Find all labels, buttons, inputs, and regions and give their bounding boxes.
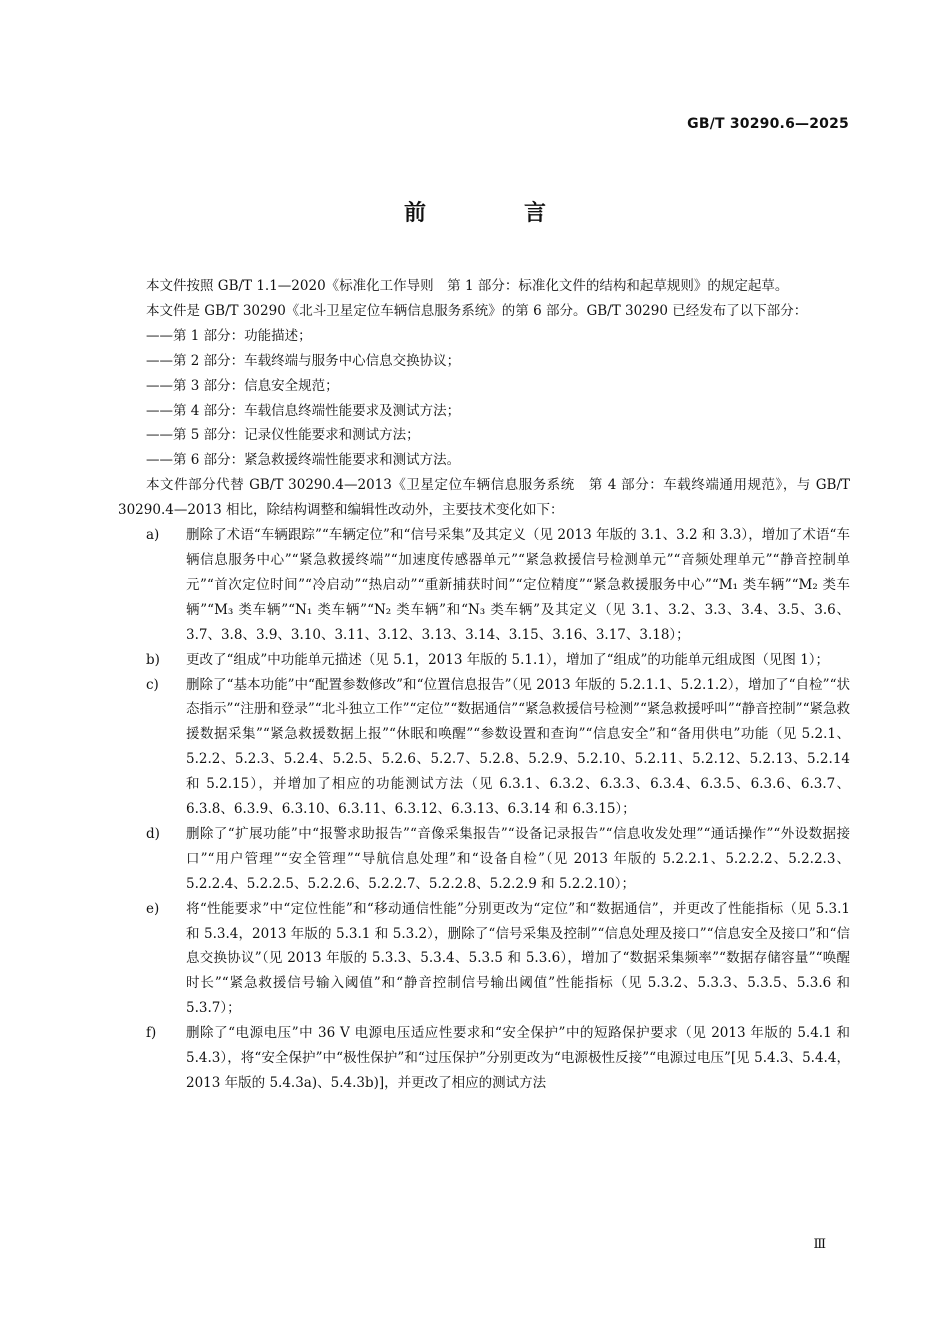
change-text: 删除了“电源电压”中 36 V 电源电压适应性要求和“安全保护”中的短路保护要求（见 2013 年版的 5.4.1 和 5.4.3），将“安全保护”中“极性保护”和“过压保护”分别更改为“电源极性反接”“电源过电压”[见 5.4.3、5.4.4，2013 年版的 5.4.3a)、5.4.3b)]，并更改了相应的测试方法	[186, 1025, 850, 1091]
part-list-item: ——第 5 部分：记录仪性能要求和测试方法；	[146, 427, 420, 444]
standard-code: GB/T 30290.6—2025	[687, 116, 849, 132]
part-list-item: ——第 6 部分：紧急救援终端性能要求和测试方法。	[146, 452, 461, 469]
change-text: 删除了“扩展功能”中“报警求助报告”“音像采集报告”“设备记录报告”“信息收发处理”“通话操作”“外设数据接口”“用户管理”“安全管理”“导航信息处理”和“设备自检”（见 2013 年版的 5.2.2.1、5.2.2.2、5.2.2.3、5.2.2.4、5.2.2.5、5.2.2.6、5.2.2.7、5.2.2.8、5.2.2.9 和 5.2.2.10）；	[186, 825, 850, 892]
paragraph-replacement: 本文件部分代替 GB/T 30290.4—2013《卫星定位车辆信息服务系统 第 4 部分：车载终端通用规范》，与 GB/T 30290.4—2013 相比，除结构调整和编辑性改动外，主要技术变化如下：	[118, 477, 850, 519]
change-item	[118, 523, 850, 648]
change-text: 将“性能要求”中“定位性能”和“移动通信性能”分别更改为“定位”和“数据通信”，并更改了性能指标（见 5.3.1 和 5.3.4，2013 年版的 5.3.1 和 5.3.2），删除了“信号采集及控制”“信息处理及接口”“信息安全及接口”和“信息交换协议”（见 2013 年版的 5.3.3、5.3.4、5.3.5 和 5.3.6），增加了“数据采集频率”“数据存储容量”“唤醒时长”“紧急救援信号输入阈值”和“静音控制信号输出阈值”性能指标（见 5.3.2、5.3.3、5.3.5、5.3.6 和 5.3.7）；	[186, 900, 850, 1017]
change-label: b)	[146, 651, 160, 668]
page-title: 前 言	[403, 201, 584, 226]
change-label: f)	[146, 1025, 157, 1042]
paragraph-series-intro: 本文件是 GB/T 30290《北斗卫星定位车辆信息服务系统》的第 6 部分。GB/T 30290 已经发布了以下部分：	[146, 302, 808, 319]
change-item	[118, 897, 850, 1022]
change-label: c)	[146, 676, 159, 693]
change-item	[118, 648, 850, 673]
part-list-item: ——第 2 部分：车载终端与服务中心信息交换协议；	[146, 352, 461, 369]
document-body	[118, 274, 850, 1096]
change-item	[118, 673, 850, 822]
change-item	[118, 1021, 850, 1096]
part-list-item: ——第 3 部分：信息安全规范；	[146, 377, 339, 394]
change-label: d)	[146, 825, 160, 842]
paragraph-drafting-rules: 本文件按照 GB/T 1.1—2020《标准化工作导则 第 1 部分：标准化文件的结构和起草规则》的规定起草。	[146, 278, 789, 294]
change-text: 删除了术语“车辆跟踪”“车辆定位”和“信号采集”及其定义（见 2013 年版的 3.1、3.2 和 3.3），增加了术语“车辆信息服务中心”“紧急救援终端”“加速度传感器单元”“紧急救援信号检测单元”“音频处理单元”“静音控制单元”“首次定位时间”“冷启动”“热启动”“重新捕获时间”“定位精度”“紧急救援服务中心”“M₁ 类车辆”“M₂ 类车辆”“M₃ 类车辆”“N₁ 类车辆”“N₂ 类车辆”和“N₃ 类车辆”及其定义（见 3.1、3.2、3.3、3.4、3.5、3.6、3.7、3.8、3.9、3.10、3.11、3.12、3.13、3.14、3.15、3.16、3.17、3.18）；	[186, 527, 850, 643]
change-label: e)	[146, 900, 160, 917]
change-text: 更改了“组成”中功能单元描述（见 5.1，2013 年版的 5.1.1），增加了“组成”的功能单元组成图（见图 1）；	[186, 651, 830, 668]
change-text: 删除了“基本功能”中“配置参数修改”和“位置信息报告”（见 2013 年版的 5.2.1.1、5.2.1.2），增加了“自检”“状态指示”“注册和登录”“北斗独立工作”“定位”“数据通信”“紧急救援信号检测”“紧急救援呼叫”“静音控制”“紧急救援数据采集”“紧急救援数据上报”“休眠和唤醒”“参数设置和查询”“信息安全”和“备用供电”功能（见 5.2.1、5.2.2、5.2.3、5.2.4、5.2.5、5.2.6、5.2.7、5.2.8、5.2.9、5.2.10、5.2.11、5.2.12、5.2.13、5.2.14 和 5.2.15），并增加了相应的功能测试方法（见 6.3.1、6.3.2、6.3.3、6.3.4、6.3.5、6.3.6、6.3.7、6.3.8、6.3.9、6.3.10、6.3.11、6.3.12、6.3.13、6.3.14 和 6.3.15）；	[186, 676, 850, 818]
part-list-item: ——第 4 部分：车载信息终端性能要求及测试方法；	[146, 402, 461, 419]
page-number: Ⅲ	[813, 1237, 826, 1252]
part-list-item: ——第 1 部分：功能描述；	[146, 327, 312, 344]
change-item	[118, 822, 850, 897]
change-label: a)	[146, 527, 160, 544]
